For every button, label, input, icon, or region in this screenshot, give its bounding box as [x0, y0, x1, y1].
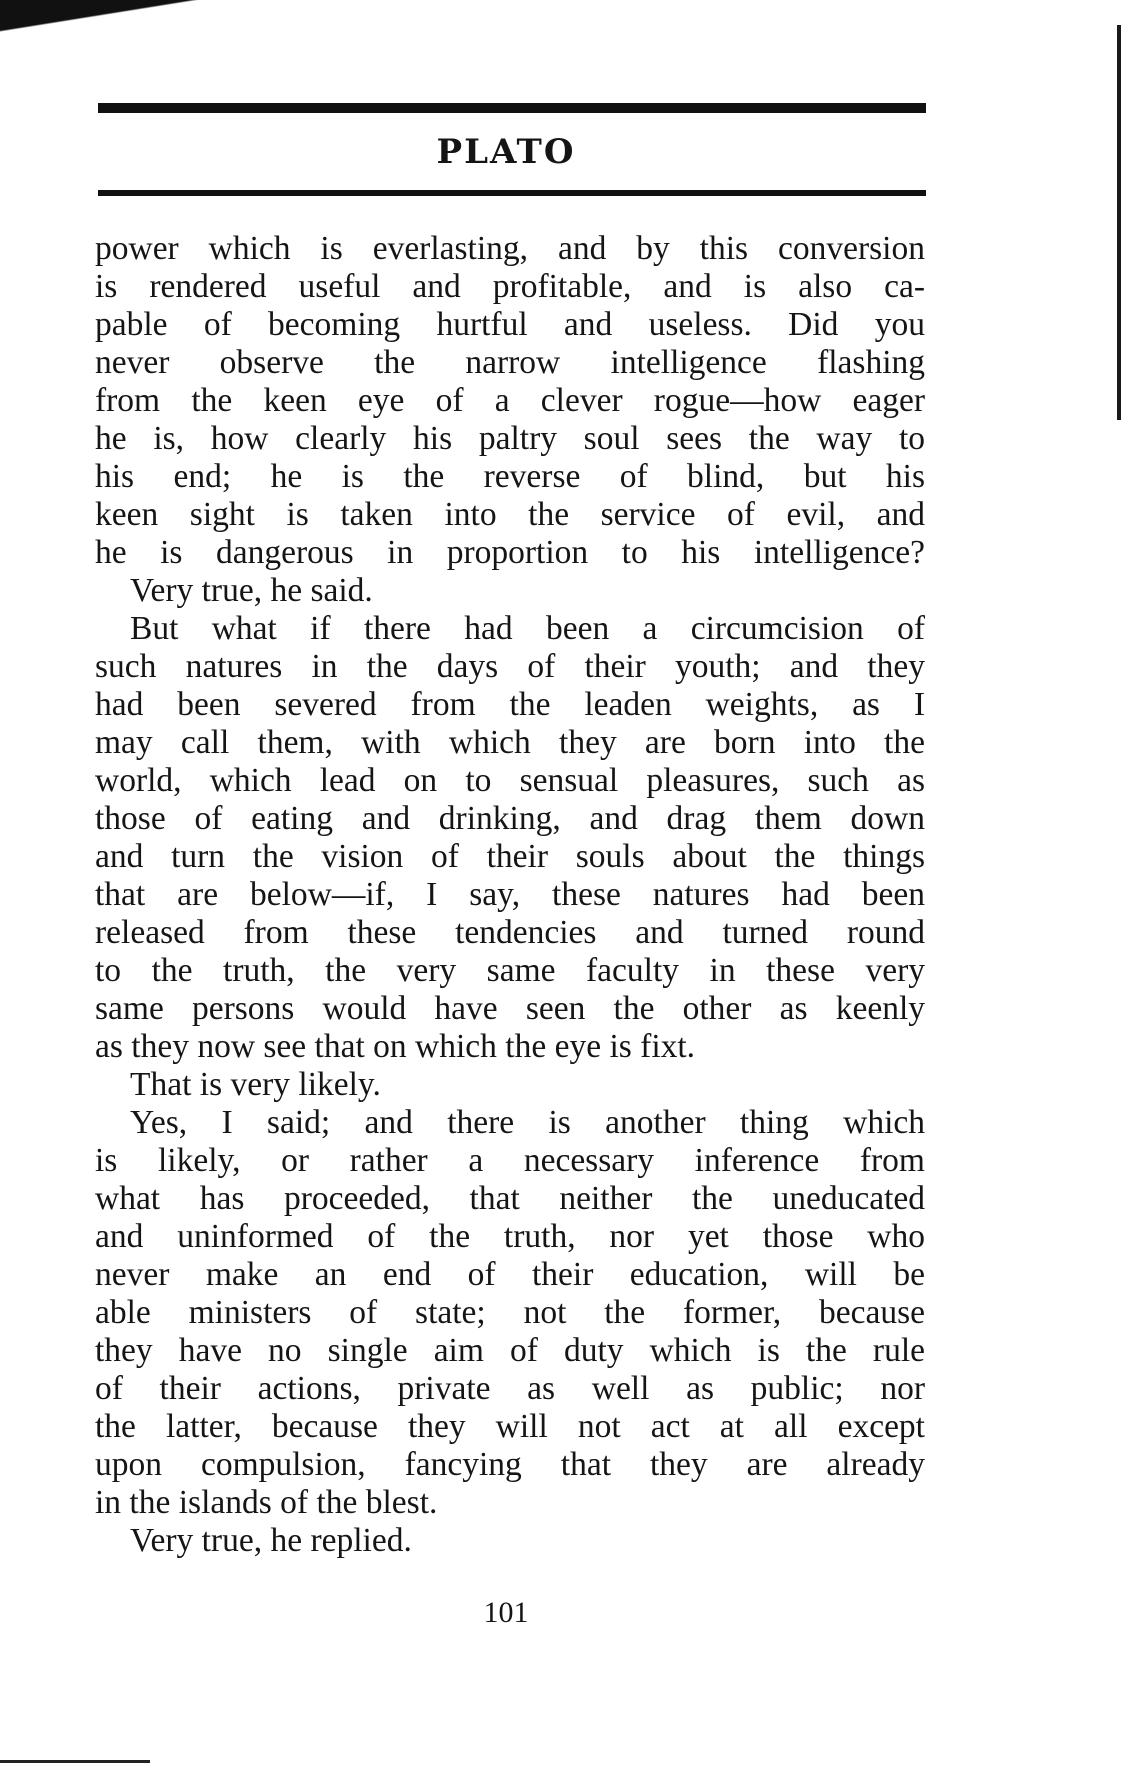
text-line: they have no single aim of duty which is the rule [95, 1332, 925, 1369]
text-line: keen sight is taken into the service of evil, and [95, 496, 925, 533]
text-line: is rendered useful and profitable, and is also ca- [95, 268, 925, 305]
text-line: and uninformed of the truth, nor yet those who [95, 1218, 925, 1255]
text-line: upon compulsion, fancying that they are already [95, 1446, 925, 1483]
scan-shadow-bottom-left [0, 1760, 150, 1763]
text-line: Very true, he said. [130, 572, 373, 609]
text-line: never make an end of their education, will be [95, 1256, 925, 1293]
text-line: of their actions, private as well as public; nor [95, 1370, 925, 1407]
text-line: such natures in the days of their youth; and they [95, 648, 925, 685]
text-line: to the truth, the very same faculty in these very [95, 952, 925, 989]
text-line: power which is everlasting, and by this conversion [95, 230, 925, 267]
text-line: is likely, or rather a necessary inference from [95, 1142, 925, 1179]
text-line: the latter, because they will not act at all except [95, 1408, 925, 1445]
text-line: Very true, he replied. [130, 1522, 412, 1559]
text-line: had been severed from the leaden weights, as I [95, 686, 925, 723]
running-head: PLATO [436, 132, 576, 172]
scan-edge-right [1117, 25, 1121, 420]
text-line: pable of becoming hurtful and useless. Did you [95, 306, 925, 343]
text-line: able ministers of state; not the former, because [95, 1294, 925, 1331]
text-line: that are below—if, I say, these natures had been [95, 876, 925, 913]
text-line: in the islands of the blest. [95, 1484, 438, 1521]
text-line: never observe the narrow intelligence flashing [95, 344, 925, 381]
text-line: his end; he is the reverse of blind, but his [95, 458, 925, 495]
text-line: as they now see that on which the eye is fixt. [95, 1028, 696, 1065]
text-line: released from these tendencies and turned round [95, 914, 925, 951]
text-line: he is, how clearly his paltry soul sees the way to [95, 420, 925, 457]
page-number: 101 [483, 1596, 529, 1629]
text-line: what has proceeded, that neither the uneducated [95, 1180, 925, 1217]
text-line: he is dangerous in proportion to his intelligence? [95, 534, 925, 571]
scan-shadow-top-left [0, 0, 250, 40]
text-line: That is very likely. [130, 1066, 381, 1103]
header-rule-bottom [98, 190, 926, 196]
header-rule-top [98, 103, 926, 113]
text-line: those of eating and drinking, and drag them down [95, 800, 925, 837]
text-line: Yes, I said; and there is another thing which [130, 1104, 925, 1141]
text-line: and turn the vision of their souls about the things [95, 838, 925, 875]
text-line: same persons would have seen the other as keenly [95, 990, 925, 1027]
text-line: world, which lead on to sensual pleasures, such as [95, 762, 925, 799]
text-line: from the keen eye of a clever rogue—how eager [95, 382, 925, 419]
text-line: But what if there had been a circumcision of [130, 610, 925, 647]
text-line: may call them, with which they are born into the [95, 724, 925, 761]
